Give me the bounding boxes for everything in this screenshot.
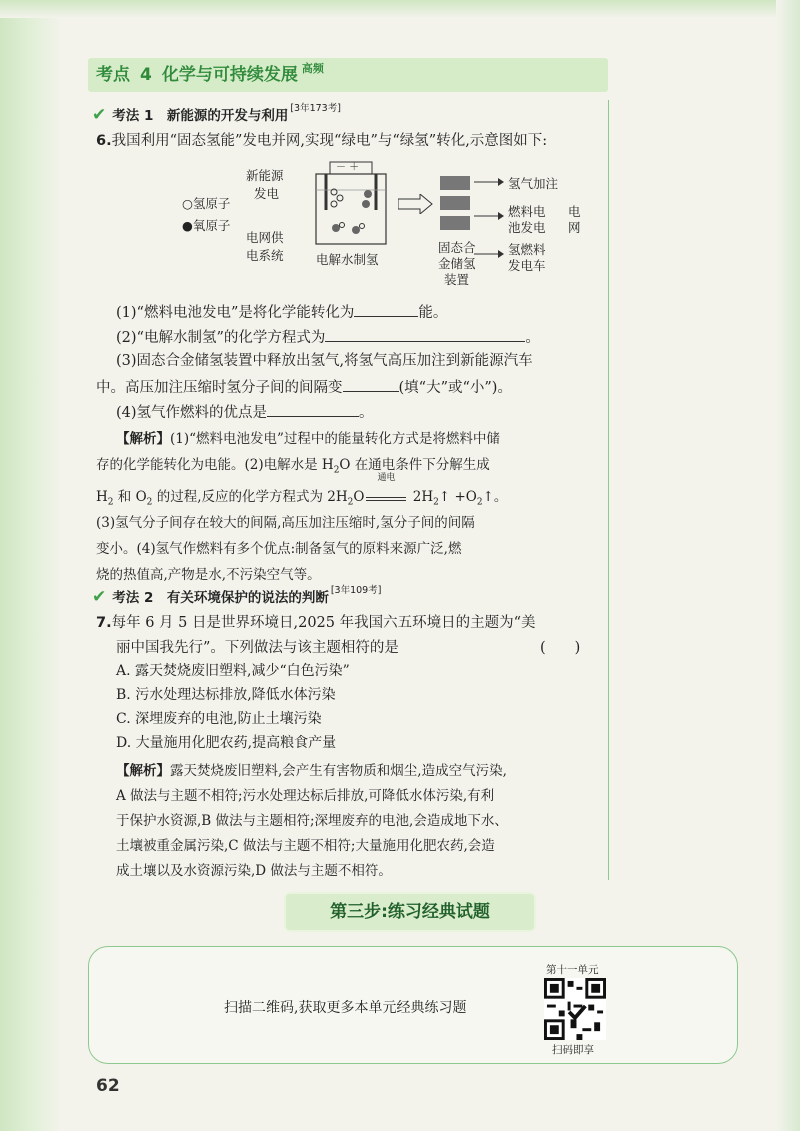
page-edge-top	[0, 0, 800, 18]
section-title: 化学与可持续发展	[161, 65, 298, 85]
equals-sign	[366, 497, 406, 501]
method-2-tag: [3年109考]	[330, 585, 382, 596]
question-7-stem	[96, 612, 536, 635]
subscript: 2	[333, 465, 340, 476]
answer-blank-2[interactable]	[325, 325, 525, 342]
qr-promo-text: 扫描二维码,获取更多本单元经典练习题	[224, 1000, 467, 1016]
page-edge	[0, 0, 62, 1131]
subscript: 2	[107, 497, 114, 508]
analysis-text: 的过程,反应的化学方程式为 2H	[152, 489, 348, 505]
part-1-end: 能。	[418, 305, 448, 321]
q7-analysis-line-4: 土壤被重金属污染,C 做法与主题不相符;大量施用化肥农药,会造	[116, 838, 495, 854]
analysis-text: O 在通电条件下分解生成	[339, 457, 490, 473]
hydrogen-energy-diagram	[176, 160, 581, 290]
q7-analysis-line-3: 于保护水资源,B 做法与主题相符;深埋废弃的电池,会造成地下水、	[116, 813, 508, 829]
analysis-label: 【解析】	[116, 431, 170, 447]
label-new-energy: 新能源	[246, 168, 284, 183]
section-label: 考点	[96, 65, 130, 85]
label-storage: 固态合	[438, 240, 476, 255]
subscript: 2	[347, 497, 354, 508]
question-6-part-3-cont	[96, 375, 512, 400]
page-edge-right	[776, 0, 800, 1131]
step-banner	[286, 894, 534, 930]
section-header	[96, 62, 324, 88]
q6-analysis-line-1	[116, 426, 596, 452]
option-a: A. 露天焚烧废旧塑料,减少“白色污染”	[116, 663, 350, 679]
analysis-text: ↑ +O	[438, 489, 477, 505]
answer-blank-1[interactable]	[354, 300, 418, 317]
method-1-tag: [3年173考]	[290, 103, 341, 114]
q7-analysis-line-2: A 做法与主题不相符;污水处理达标后排放,可降低水体污染,有利	[116, 788, 495, 804]
part-2-end: 。	[525, 330, 540, 346]
question-6-part-2	[116, 325, 540, 350]
part-4-end: 。	[359, 405, 374, 421]
qr-unit-label: 第十一单元	[546, 964, 599, 976]
label-storage-2: 金储氢	[438, 256, 476, 271]
analysis-label: 【解析】	[116, 763, 170, 779]
question-6-text: 我国利用“固态氢能”发电并网,实现“绿电”与“绿氢”转化,示意图如下:	[111, 133, 548, 149]
legend-oxygen: ●氧原子	[182, 218, 231, 233]
check-icon: ✔	[92, 587, 107, 607]
legend-hydrogen: ○氢原子	[182, 196, 231, 211]
reaction-arrow	[366, 473, 406, 501]
column-divider	[608, 100, 609, 880]
subscript: 2	[146, 497, 153, 508]
analysis-text: O	[353, 489, 365, 505]
answer-blank-4[interactable]	[267, 400, 359, 417]
analysis-text: (1)“燃料电池发电”过程中的能量转化方式是将燃料中储	[170, 431, 500, 447]
answer-parentheses[interactable]: ( )	[540, 640, 581, 656]
label-grid-supply: 电网供	[246, 230, 284, 245]
method-1-heading	[92, 104, 341, 125]
method-2-title: 考法 2 有关环境保护的说法的判断	[112, 590, 329, 606]
label-new-energy-2: 发电	[254, 186, 280, 201]
page-number: 62	[96, 1076, 120, 1096]
electrolysis-cell-icon	[306, 160, 396, 248]
check-icon: ✔	[92, 105, 107, 125]
branch-arrows-icon	[474, 170, 504, 280]
reaction-condition: 通电	[377, 473, 396, 483]
analysis-text: ↑。	[482, 489, 508, 505]
label-refuel: 氢气加注	[508, 176, 559, 191]
subscript: 2	[433, 497, 439, 508]
analysis-text: H	[96, 489, 108, 505]
label-grid: 电	[568, 204, 581, 219]
analysis-text: 和 O	[113, 489, 147, 505]
question-7-text: 每年 6 月 5 日是世界环境日,2025 年我国六五环境日的主题为“美	[111, 615, 536, 631]
question-6-stem	[96, 130, 547, 153]
label-electrolysis: 电解水制氢	[316, 252, 379, 267]
label-car: 氢燃料	[508, 242, 546, 257]
q7-analysis-line-1	[116, 758, 596, 784]
question-6-part-1	[116, 300, 447, 325]
qr-share-label: 扫码即享	[552, 1044, 594, 1056]
analysis-text: 露天焚烧废旧塑料,会产生有害物质和烟尘,造成空气污染,	[170, 763, 507, 779]
analysis-text: 存的化学能转化为电能。(2)电解水是 H	[96, 457, 334, 473]
battery-sign: － ＋	[336, 162, 360, 173]
method-2-heading	[92, 586, 381, 607]
option-b: B. 污水处理达标排放,降低水体污染	[116, 687, 336, 703]
question-7-text-2: 丽中国我先行”。下列做法与该主题相符的是	[116, 640, 399, 656]
question-7-number: 7.	[96, 615, 112, 631]
step-title: 第三步:练习经典试题	[330, 902, 490, 922]
analysis-text: 2H	[408, 489, 434, 505]
subscript: 2	[476, 497, 483, 508]
section-number: 4	[140, 65, 152, 85]
label-grid-supply-2: 电系统	[246, 248, 284, 263]
part-4-text: (4)氢气作燃料的优点是	[116, 405, 268, 421]
part-3-end: (填“大”或“小”)。	[398, 380, 512, 396]
storage-device-icon	[438, 174, 474, 244]
q7-analysis-line-5: 成土壤以及水资源污染,D 做法与主题不相符。	[116, 863, 392, 879]
option-d: D. 大量施用化肥农药,提高粮食产量	[116, 735, 337, 751]
answer-blank-3[interactable]	[343, 375, 399, 392]
label-storage-3: 装置	[444, 272, 470, 287]
frequency-badge: 高频	[301, 62, 324, 75]
label-fuel-cell-2: 池发电	[508, 220, 546, 235]
question-6-number: 6.	[96, 133, 112, 149]
part-2-text: (2)“电解水制氢”的化学方程式为	[116, 330, 326, 346]
part-3-text: 中。高压加注压缩时氢分子间的间隔变	[96, 380, 343, 396]
label-car-2: 发电车	[508, 258, 546, 273]
qr-code-icon[interactable]	[544, 978, 606, 1040]
q6-analysis-line-4: (3)氢气分子间存在较大的间隔,高压加注压缩时,氢分子间的间隔	[96, 515, 475, 531]
label-fuel-cell: 燃料电	[508, 204, 546, 219]
part-1-text: (1)“燃料电池发电”是将化学能转化为	[116, 305, 355, 321]
method-1-title: 考法 1 新能源的开发与利用	[112, 108, 289, 124]
question-6-part-4	[116, 400, 374, 425]
label-grid-2: 网	[568, 220, 581, 235]
question-6-part-3: (3)固态合金储氢装置中释放出氢气,将氢气高压加注到新能源汽车	[116, 353, 533, 369]
option-c: C. 深埋废弃的电池,防止土壤污染	[116, 711, 322, 727]
q6-analysis-line-5: 变小。(4)氢气作燃料有多个优点:制备氢气的原料来源广泛,燃	[96, 541, 462, 557]
q6-analysis-line-2	[96, 452, 576, 484]
q6-analysis-line-6: 烧的热值高,产物是水,不污染空气等。	[96, 567, 321, 583]
arrow-icon	[398, 194, 434, 214]
